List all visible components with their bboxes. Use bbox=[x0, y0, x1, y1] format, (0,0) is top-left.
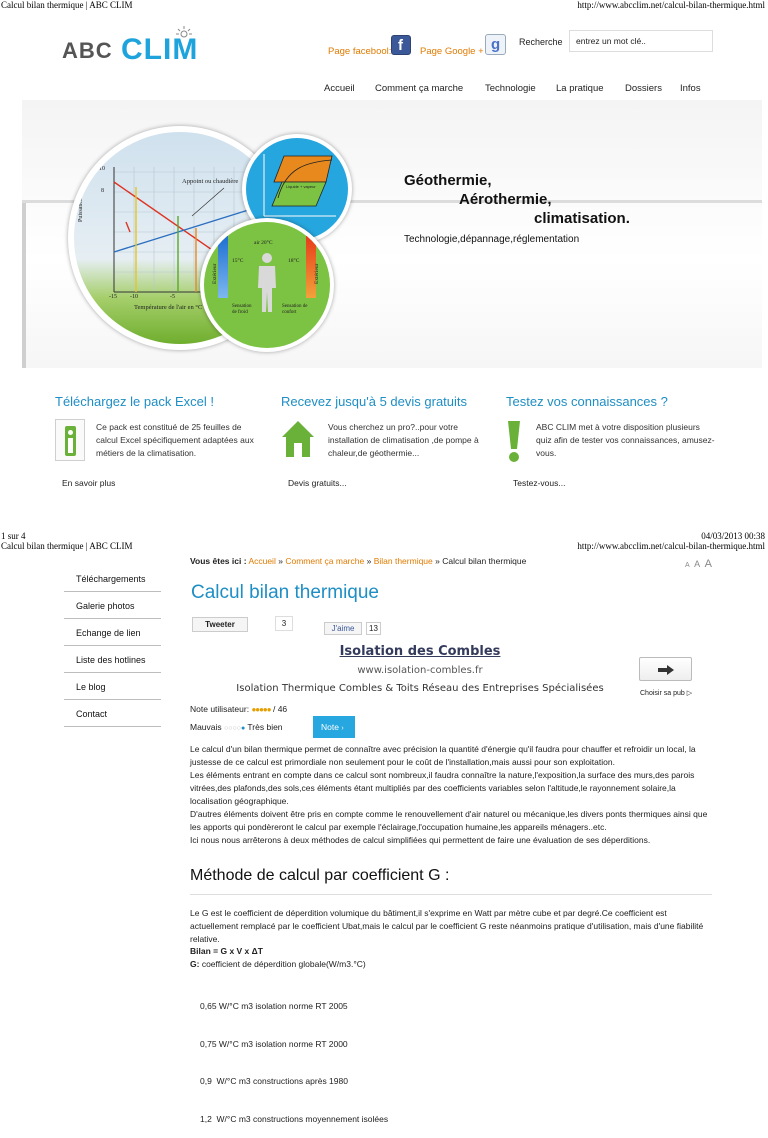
nav-la-pratique[interactable]: La pratique bbox=[556, 83, 604, 94]
exclamation-icon bbox=[506, 419, 522, 463]
facebook-label: Page facebool: bbox=[328, 46, 392, 57]
banner-subtitle: Technologie,dépannage,réglementation bbox=[404, 234, 580, 245]
rating-radio-1[interactable]: ○ bbox=[224, 725, 229, 732]
graph-circle: 10 8 Puissance en Kw Appoint ou chaudière -15 -10 -5 Température de l'air en °C bbox=[68, 126, 292, 350]
house-icon bbox=[281, 419, 315, 459]
rating-radio-2[interactable]: ○ bbox=[228, 725, 233, 732]
section-divider bbox=[190, 894, 712, 895]
list-item: 1,2 W/°C m3 constructions moyennement isolées bbox=[200, 1113, 389, 1124]
rating-radio-4[interactable]: ○ bbox=[236, 725, 241, 732]
like-button[interactable]: J'aime bbox=[324, 622, 362, 635]
nav-infos[interactable]: Infos bbox=[680, 83, 701, 94]
promo-title-excel[interactable]: Téléchargez le pack Excel ! bbox=[55, 394, 214, 409]
sidebar-item-hotlines[interactable]: Liste des hotlines bbox=[64, 646, 161, 673]
print-header-url: http://www.abcclim.net/calcul-bilan-thermique.html bbox=[577, 0, 765, 10]
breadcrumb: Vous êtes ici : Accueil » Comment ça marche » Bilan thermique » Calcul bilan thermique bbox=[190, 556, 527, 566]
hero-banner bbox=[22, 100, 762, 368]
rate-button[interactable]: Note › bbox=[313, 716, 355, 738]
ad-choose[interactable]: Choisir sa pub ▷ bbox=[640, 690, 693, 697]
search-label: Recherche bbox=[519, 37, 563, 47]
intro-paragraph: Le calcul d'un bilan thermique permet de connaître avec précision la quantité d'énergie qu'il faudra pour chauffer et refroidir un local, la justesse de ce calcul est primordiale non seulement pour le coût de l'installation,mais aussi pour son exploitation. Les éléments entrant en compte dans ce calcul sont nombreux,il faudra connaître la nature,l'exposition,la surface des murs,des parois vitrées,des plafonds,des sols,ces éléments étant multipliés par des coefficients variables selon l'altitude,le rayonnement solaire,la localisation géographique. D'autres éléments doivent être pris en compte comme le renouvellement d'air naturel ou mécanique,les divers ponts thermiques ainsi que les apports qui pondèreront le calcul par exemple l'éclairage,l'occupation humaine,les appareils ménagers..etc. Ici nous nous arrêterons à deux méthodes de calcul simplifiées qui permettent de faire une évaluation de ses déperditions. bbox=[190, 744, 708, 845]
arrow-right-icon bbox=[658, 665, 674, 675]
font-small-button[interactable]: A bbox=[685, 562, 690, 569]
banner-line-2: Aérothermie, bbox=[459, 191, 552, 208]
promo-text-devis: Vous cherchez un pro?..pour votre installation de climatisation ,de pompe à chaleur,de géothermie... bbox=[328, 422, 479, 458]
adchoices-icon: ▷ bbox=[686, 690, 693, 697]
sidebar-item-blog[interactable]: Le blog bbox=[64, 673, 161, 700]
promo-link-quiz[interactable]: Testez-vous... bbox=[513, 478, 566, 488]
graph-xlabel: Température de l'air en °C bbox=[134, 304, 203, 311]
print-footer-page: 1 sur 4 bbox=[1, 531, 26, 541]
print-header-url-2: http://www.abcclim.net/calcul-bilan-thermique.html bbox=[577, 541, 765, 551]
like-count: 13 bbox=[366, 622, 381, 635]
promo-link-devis[interactable]: Devis gratuits... bbox=[288, 478, 347, 488]
rating-stars: ●●●●● bbox=[251, 705, 271, 714]
ad-title[interactable]: Isolation des Combles bbox=[339, 644, 501, 659]
nav-dossiers[interactable]: Dossiers bbox=[625, 83, 662, 94]
logo[interactable] bbox=[62, 30, 232, 70]
ad-arrow-button[interactable] bbox=[639, 657, 692, 681]
search-input[interactable] bbox=[569, 30, 713, 52]
list-item: 0,65 W/°C m3 isolation norme RT 2005 bbox=[200, 1001, 348, 1011]
breadcrumb-label: Vous êtes ici : bbox=[190, 556, 247, 566]
font-size-controls bbox=[685, 554, 712, 572]
ad-description: Isolation Thermique Combles & Toits Réseau des Entreprises Spécialisées bbox=[236, 683, 604, 694]
nav-technologie[interactable]: Technologie bbox=[485, 83, 536, 94]
graph-ylabel: Puissance en Kw bbox=[78, 181, 84, 222]
page-title: Calcul bilan thermique bbox=[191, 582, 379, 603]
g-definition: G: coefficient de déperdition globale(W/m3.°C) bbox=[190, 959, 366, 969]
user-rating: Note utilisateur: ●●●●● / 46 bbox=[190, 704, 288, 714]
mini-chart-circle: Liquide + vapeur bbox=[242, 134, 352, 244]
google-plus-icon[interactable]: g bbox=[485, 34, 506, 55]
promo-text-quiz: ABC CLIM met à votre disposition plusieurs quiz afin de tester vos connaissances, amusez-vous. bbox=[536, 422, 715, 458]
sidebar-item-echange[interactable]: Echange de lien bbox=[64, 619, 161, 646]
print-header-title-2: Calcul bilan thermique | ABC CLIM bbox=[1, 541, 133, 551]
sidebar-item-galerie[interactable]: Galerie photos bbox=[64, 592, 161, 619]
info-icon bbox=[55, 419, 85, 461]
list-item: 0,9 W/°C m3 constructions après 1980 bbox=[200, 1076, 348, 1086]
breadcrumb-accueil[interactable]: Accueil bbox=[248, 556, 276, 566]
rating-radio-5[interactable]: ● bbox=[240, 725, 246, 732]
rating-scale: Mauvais ○○○○● Très bien bbox=[190, 722, 283, 732]
tweet-count: 3 bbox=[275, 616, 293, 631]
breadcrumb-bilan-thermique[interactable]: Bilan thermique bbox=[373, 556, 433, 566]
sidebar-item-telechargements[interactable]: Téléchargements bbox=[64, 565, 161, 592]
google-label: Page Google + bbox=[420, 46, 484, 57]
sun-icon bbox=[176, 26, 192, 40]
breadcrumb-current: Calcul bilan thermique bbox=[442, 556, 527, 566]
promo-link-excel[interactable]: En savoir plus bbox=[62, 478, 116, 488]
breadcrumb-comment-ca-marche[interactable]: Comment ça marche bbox=[285, 556, 365, 566]
print-footer-date: 04/03/2013 00:38 bbox=[701, 531, 765, 541]
g-values-list bbox=[200, 975, 388, 1138]
promo-text-excel: Ce pack est constitué de 25 feuilles de calcul Excel spécifiquement adaptées aux métiers de la climatisation. bbox=[96, 422, 254, 458]
g-paragraph: Le G est le coefficient de déperdition volumique du bâtiment,il s'exprime en Watt par mètre cube et par degré.Ce coefficient est actuellement remplacé par le coefficient Ubat,mais le calcul par le coefficient G reste néanmoins pratique d'utilisation, mais d'une fiabilité relative. bbox=[190, 908, 704, 944]
comfort-circle: Extérieur Extérieur air 20°C 15°C 18°C Sensation de froid Sensation de confort bbox=[200, 218, 334, 352]
print-header-title: Calcul bilan thermique | ABC CLIM bbox=[1, 0, 133, 10]
promo-title-quiz[interactable]: Testez vos connaissances ? bbox=[506, 394, 668, 409]
promo-title-devis[interactable]: Recevez jusqu'à 5 devis gratuits bbox=[281, 394, 468, 409]
rating-radio-3[interactable]: ○ bbox=[232, 725, 237, 732]
person-silhouette-icon bbox=[256, 252, 278, 314]
logo-abc: ABC bbox=[62, 38, 113, 63]
list-item: 0,75 W/°C m3 isolation norme RT 2000 bbox=[200, 1038, 348, 1049]
logo-clim: CLIM bbox=[121, 33, 199, 66]
sidebar-item-contact[interactable]: Contact bbox=[64, 700, 161, 727]
facebook-icon[interactable]: f bbox=[391, 35, 411, 55]
section-title: Méthode de calcul par coefficient G : bbox=[190, 867, 450, 884]
banner-line-3: climatisation. bbox=[534, 210, 630, 227]
tweet-button[interactable]: Tweeter bbox=[192, 617, 248, 632]
nav-accueil[interactable]: Accueil bbox=[324, 83, 355, 94]
graph-annotation: Appoint ou chaudière bbox=[182, 178, 239, 185]
nav-comment-ca-marche[interactable]: Comment ça marche bbox=[375, 83, 464, 94]
ad-url[interactable]: www.isolation-combles.fr bbox=[357, 665, 483, 676]
banner-line-1: Géothermie, bbox=[404, 172, 492, 189]
font-medium-button[interactable]: A bbox=[694, 559, 701, 569]
font-large-button[interactable]: A bbox=[704, 558, 712, 570]
formula: Bilan = G x V x ΔT bbox=[190, 946, 263, 956]
